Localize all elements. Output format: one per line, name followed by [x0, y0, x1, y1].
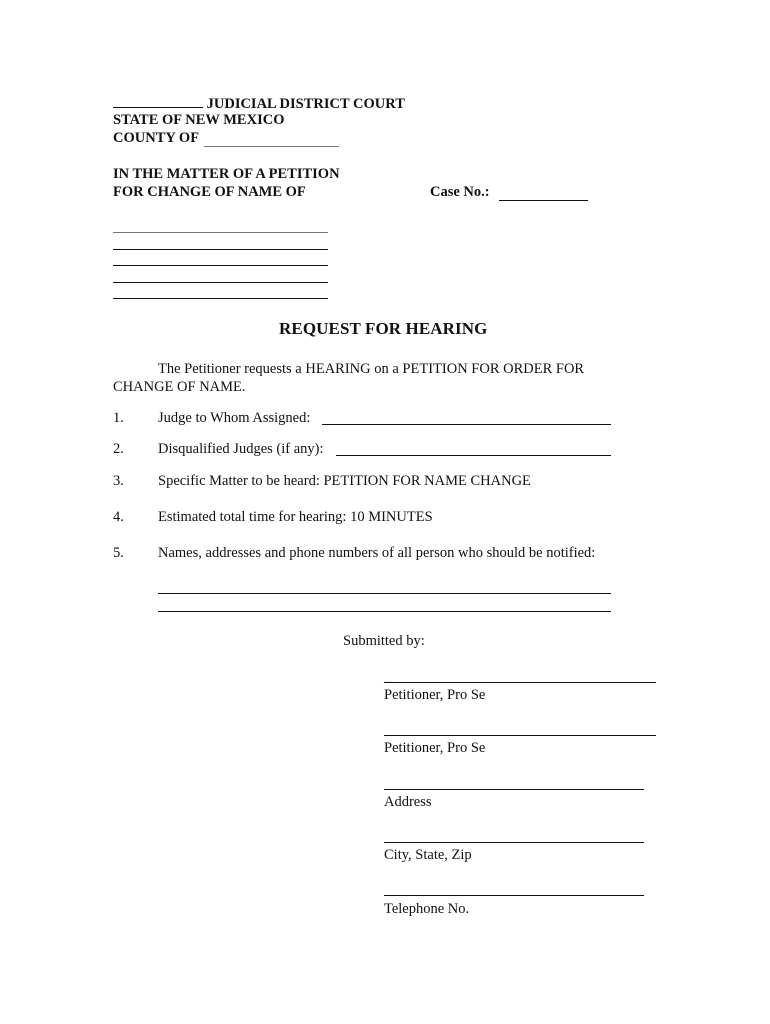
name-blank-3[interactable]	[113, 265, 328, 266]
item-4-number: 4.	[113, 509, 124, 525]
disqualified-judges-blank[interactable]	[336, 455, 611, 456]
signature-label-2: Petitioner, Pro Se	[384, 740, 486, 756]
signature-marker: _	[384, 669, 392, 685]
intro-line-1: The Petitioner requests a HEARING on a PETITION FOR ORDER FOR	[158, 361, 585, 377]
address-label: Address	[384, 794, 432, 810]
court-name: JUDICIAL DISTRICT COURT	[206, 96, 405, 112]
name-blank-5[interactable]	[113, 298, 328, 299]
county-label: COUNTY OF	[113, 130, 200, 146]
item-3-text: Specific Matter to be heard: PETITION FOR NAME CHANGE	[158, 473, 531, 489]
city-state-zip-label: City, State, Zip	[384, 847, 472, 863]
item-5-text: Names, addresses and phone numbers of all person who should be notified:	[158, 545, 596, 561]
submitted-by-label: Submitted by:	[343, 633, 425, 649]
district-blank[interactable]	[113, 95, 203, 108]
county-line	[113, 130, 199, 147]
name-blank-2[interactable]	[113, 249, 328, 250]
address-line[interactable]	[384, 789, 644, 790]
notify-blank-1[interactable]	[158, 593, 611, 594]
name-blank-4[interactable]	[113, 282, 328, 283]
signature-label-1: Petitioner, Pro Se	[384, 687, 486, 703]
judge-assigned-blank[interactable]	[322, 424, 611, 425]
county-blank[interactable]	[204, 146, 339, 147]
city-state-zip-line[interactable]	[384, 842, 644, 843]
telephone-line[interactable]	[384, 895, 644, 896]
item-2-text: Disqualified Judges (if any):	[158, 441, 324, 457]
matter-line-1: IN THE MATTER OF A PETITION	[113, 166, 340, 182]
item-1-number: 1.	[113, 410, 124, 426]
item-4-text: Estimated total time for hearing: 10 MINUTES	[158, 509, 433, 525]
matter-line-2: FOR CHANGE OF NAME OF	[113, 184, 306, 200]
name-blank-1[interactable]	[113, 232, 328, 233]
court-line	[113, 95, 405, 113]
signature-line-1[interactable]	[384, 682, 656, 683]
state-line: STATE OF NEW MEXICO	[113, 112, 285, 128]
case-number-label: Case No.:	[430, 184, 490, 200]
document-title: REQUEST FOR HEARING	[279, 319, 488, 338]
intro-line-2: CHANGE OF NAME.	[113, 379, 246, 395]
signature-line-2[interactable]	[384, 735, 656, 736]
notify-blank-2[interactable]	[158, 611, 611, 612]
item-1-text: Judge to Whom Assigned:	[158, 410, 311, 426]
case-number-blank[interactable]	[499, 200, 588, 201]
item-3-number: 3.	[113, 473, 124, 489]
item-2-number: 2.	[113, 441, 124, 457]
telephone-label: Telephone No.	[384, 901, 470, 917]
item-5-number: 5.	[113, 545, 124, 561]
